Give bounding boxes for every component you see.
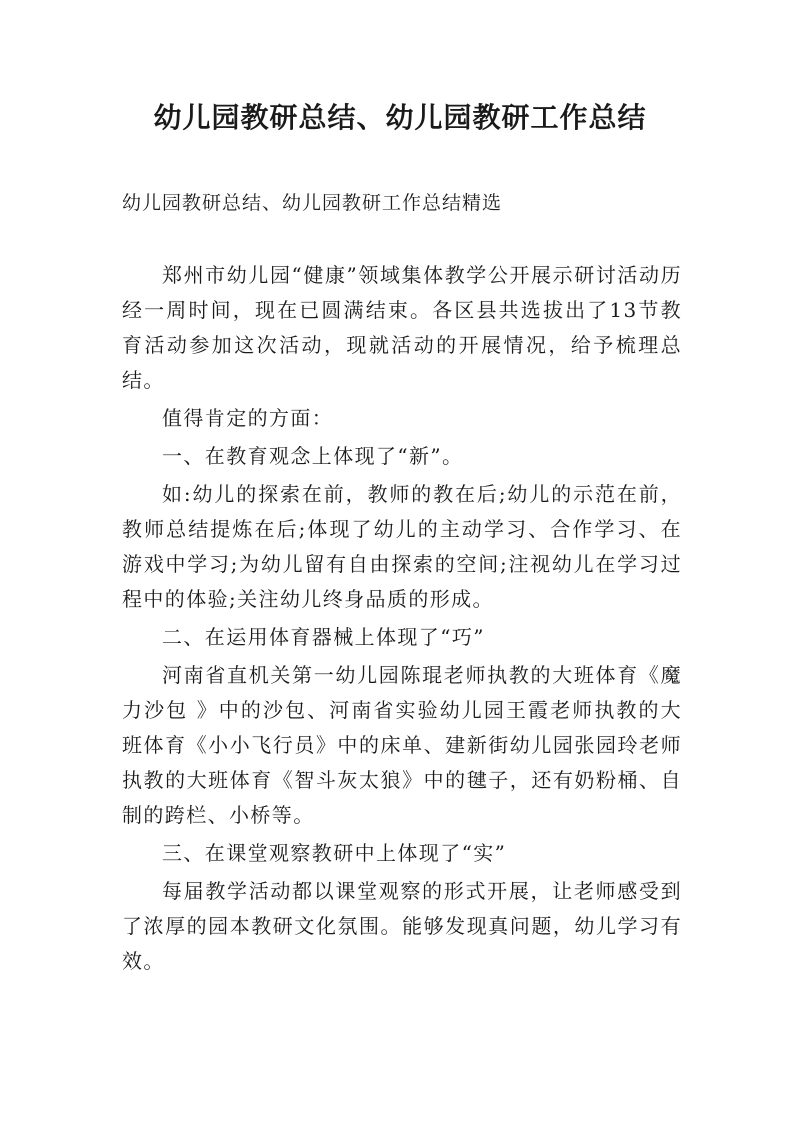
document-title: 幼儿园教研总结、幼儿园教研工作总结 bbox=[153, 101, 647, 134]
paragraph: 值得肯定的方面： bbox=[162, 406, 334, 430]
paragraph: 河南省直机关第一幼儿园陈琨老师执教的大班体育《魔力沙包 》中的沙包、河南省实验幼儿园王霞老师执教的大班体育《小小飞行员》中的床单、建新街幼儿园张园玲老师执教的大班体育《智斗灰太狼》中的毽子，还有奶粉桶、自制的跨栏、小桥等。 bbox=[122, 663, 682, 827]
document-body bbox=[122, 258, 682, 982]
paragraph: 如:幼儿的探索在前，教师的教在后;幼儿的示范在前，教师总结提炼在后;体现了幼儿的主动学习、合作学习、在游戏中学习;为幼儿留有自由探索的空间;注视幼儿在学习过程中的体验;关注幼儿终身品质的形成。 bbox=[122, 482, 682, 611]
paragraph: 二、在运用体育器械上体现了“巧” bbox=[162, 625, 485, 649]
paragraph: 三、在课堂观察教研中上体现了“实” bbox=[162, 841, 507, 865]
document-subtitle: 幼儿园教研总结、幼儿园教研工作总结精选 bbox=[122, 192, 503, 214]
paragraph: 一、在教育观念上体现了“新”。 bbox=[162, 444, 464, 468]
paragraph: 每届教学活动都以课堂观察的形式开展，让老师感受到了浓厚的园本教研文化氛围。能够发现真问题，幼儿学习有效。 bbox=[122, 879, 682, 973]
paragraph: 郑州市幼儿园“健康”领域集体教学公开展示研讨活动历经一周时间，现在已圆满结束。各区县共选拔出了13节教育活动参加这次活动，现就活动的开展情况，给予梳理总结。 bbox=[122, 263, 682, 392]
